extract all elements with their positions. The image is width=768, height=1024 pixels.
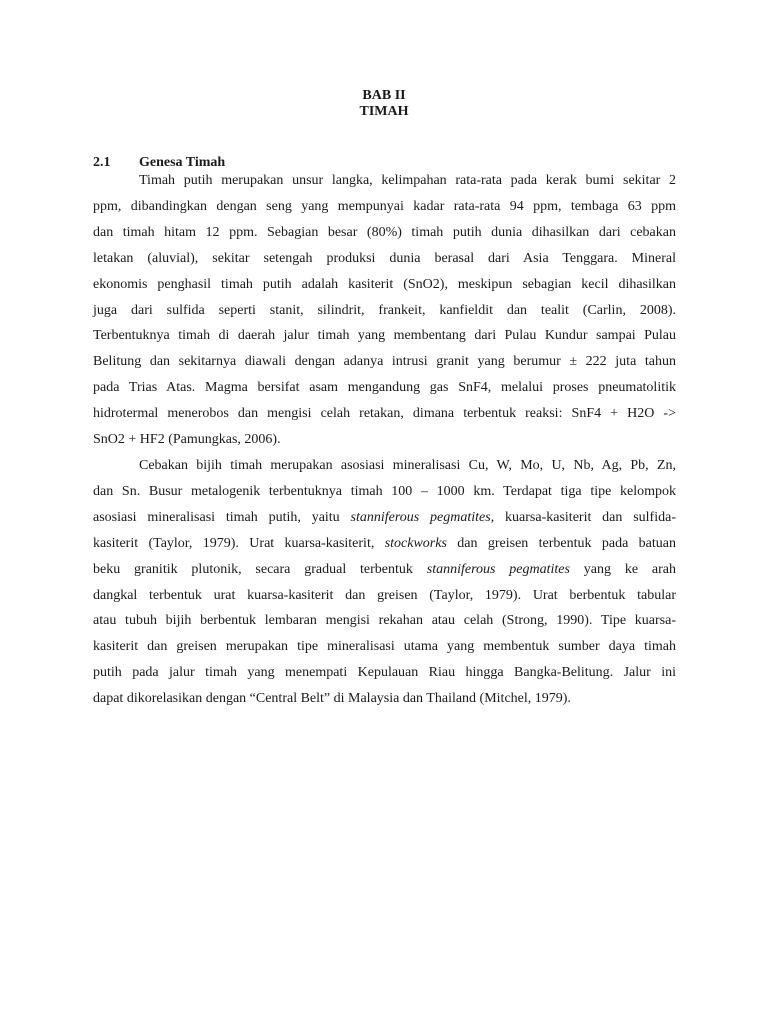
paragraph-line: SnO2 + HF2 (Pamungkas, 2006). [93, 432, 281, 448]
paragraph-line: Timah putih merupakan unsur langka, kelimpahan rata-rata pada kerak bumi sekitar 2 [139, 173, 676, 188]
italic-term: stanniferous pegmatites [426, 561, 570, 577]
chapter-heading [0, 88, 768, 120]
text-run: yang ke arah [569, 561, 676, 577]
paragraph-line: atau tubuh bijih berbentuk lembaran mengisi rekahan atau celah (Strong, 1990). Tipe kuarsa- [93, 613, 676, 629]
paragraph-line [93, 557, 676, 583]
paragraph-line: Cebakan bijih timah merupakan asosiasi mineralisasi Cu, W, Mo, U, Nb, Ag, Pb, Zn, [139, 457, 676, 473]
paragraph-line [93, 531, 676, 557]
italic-term: stockworks [384, 535, 447, 551]
text-run: beku granitik plutonik, secara gradual terbentuk [93, 561, 427, 577]
paragraph-line: letakan (aluvial), sekitar setengah produksi dunia berasal dari Asia Tenggara. Mineral [93, 250, 676, 266]
italic-term: stanniferous pegmatites [350, 509, 491, 525]
text-run: asosiasi mineralisasi timah putih, yaitu [93, 509, 351, 525]
chapter-label: BAB II [362, 88, 406, 103]
paragraph-line: dangkal terbentuk urat kuarsa-kasiterit dan greisen (Taylor, 1979). Urat berbentuk tabular [93, 587, 676, 603]
paragraph-line: Belitung dan sekitarnya diawali dengan adanya intrusi granit yang berumur ± 222 juta tahun [93, 354, 676, 370]
paragraph-2 [93, 453, 676, 712]
paragraph-line: dan timah hitam 12 ppm. Sebagian besar (80%) timah putih dunia dihasilkan dari cebakan [93, 224, 676, 240]
paragraph-line [93, 505, 676, 531]
text-run: dan greisen terbentuk pada batuan [446, 535, 676, 551]
paragraph-1 [93, 168, 676, 453]
chapter-title: TIMAH [359, 104, 409, 119]
paragraph-line: ekonomis penghasil timah putih adalah kasiterit (SnO2), meskipun sebagian kecil dihasilkan [93, 276, 676, 292]
paragraph-line: dan Sn. Busur metalogenik terbentuknya timah 100 – 1000 km. Terdapat tiga tipe kelompok [93, 483, 676, 499]
paragraph-line: dapat dikorelasikan dengan “Central Belt” di Malaysia dan Thailand (Mitchel, 1979). [93, 691, 571, 707]
paragraph-line: Terbentuknya timah di daerah jalur timah yang membentang dari Pulau Kundur sampai Pulau [93, 328, 676, 344]
paragraph-line: ppm, dibandingkan dengan seng yang mempunyai kadar rata-rata 94 ppm, tembaga 63 ppm [93, 198, 676, 214]
paragraph-line: putih pada jalur timah yang menempati Kepulauan Riau hingga Bangka-Belitung. Jalur ini [93, 665, 676, 681]
paragraph-line: juga dari sulfida seperti stanit, silindrit, frankeit, kanfieldit dan tealit (Carlin, 2008). [93, 302, 676, 318]
text-run: kasiterit (Taylor, 1979). Urat kuarsa-kasiterit, [93, 535, 385, 551]
paragraph-line: kasiterit dan greisen merupakan tipe mineralisasi utama yang membentuk sumber daya timah [93, 639, 676, 655]
paragraph-line: hidrotermal menerobos dan mengisi celah retakan, dimana terbentuk reaksi: SnF4 + H2O -> [93, 406, 676, 422]
paragraph-line: pada Trias Atas. Magma bersifat asam mengandung gas SnF4, melalui proses pneumatolitik [93, 380, 676, 396]
body-text [93, 168, 676, 712]
section-number: 2.1 [93, 155, 111, 170]
text-run: , kuarsa-kasiterit dan sulfida- [490, 509, 676, 525]
section-title: Genesa Timah [139, 155, 226, 170]
